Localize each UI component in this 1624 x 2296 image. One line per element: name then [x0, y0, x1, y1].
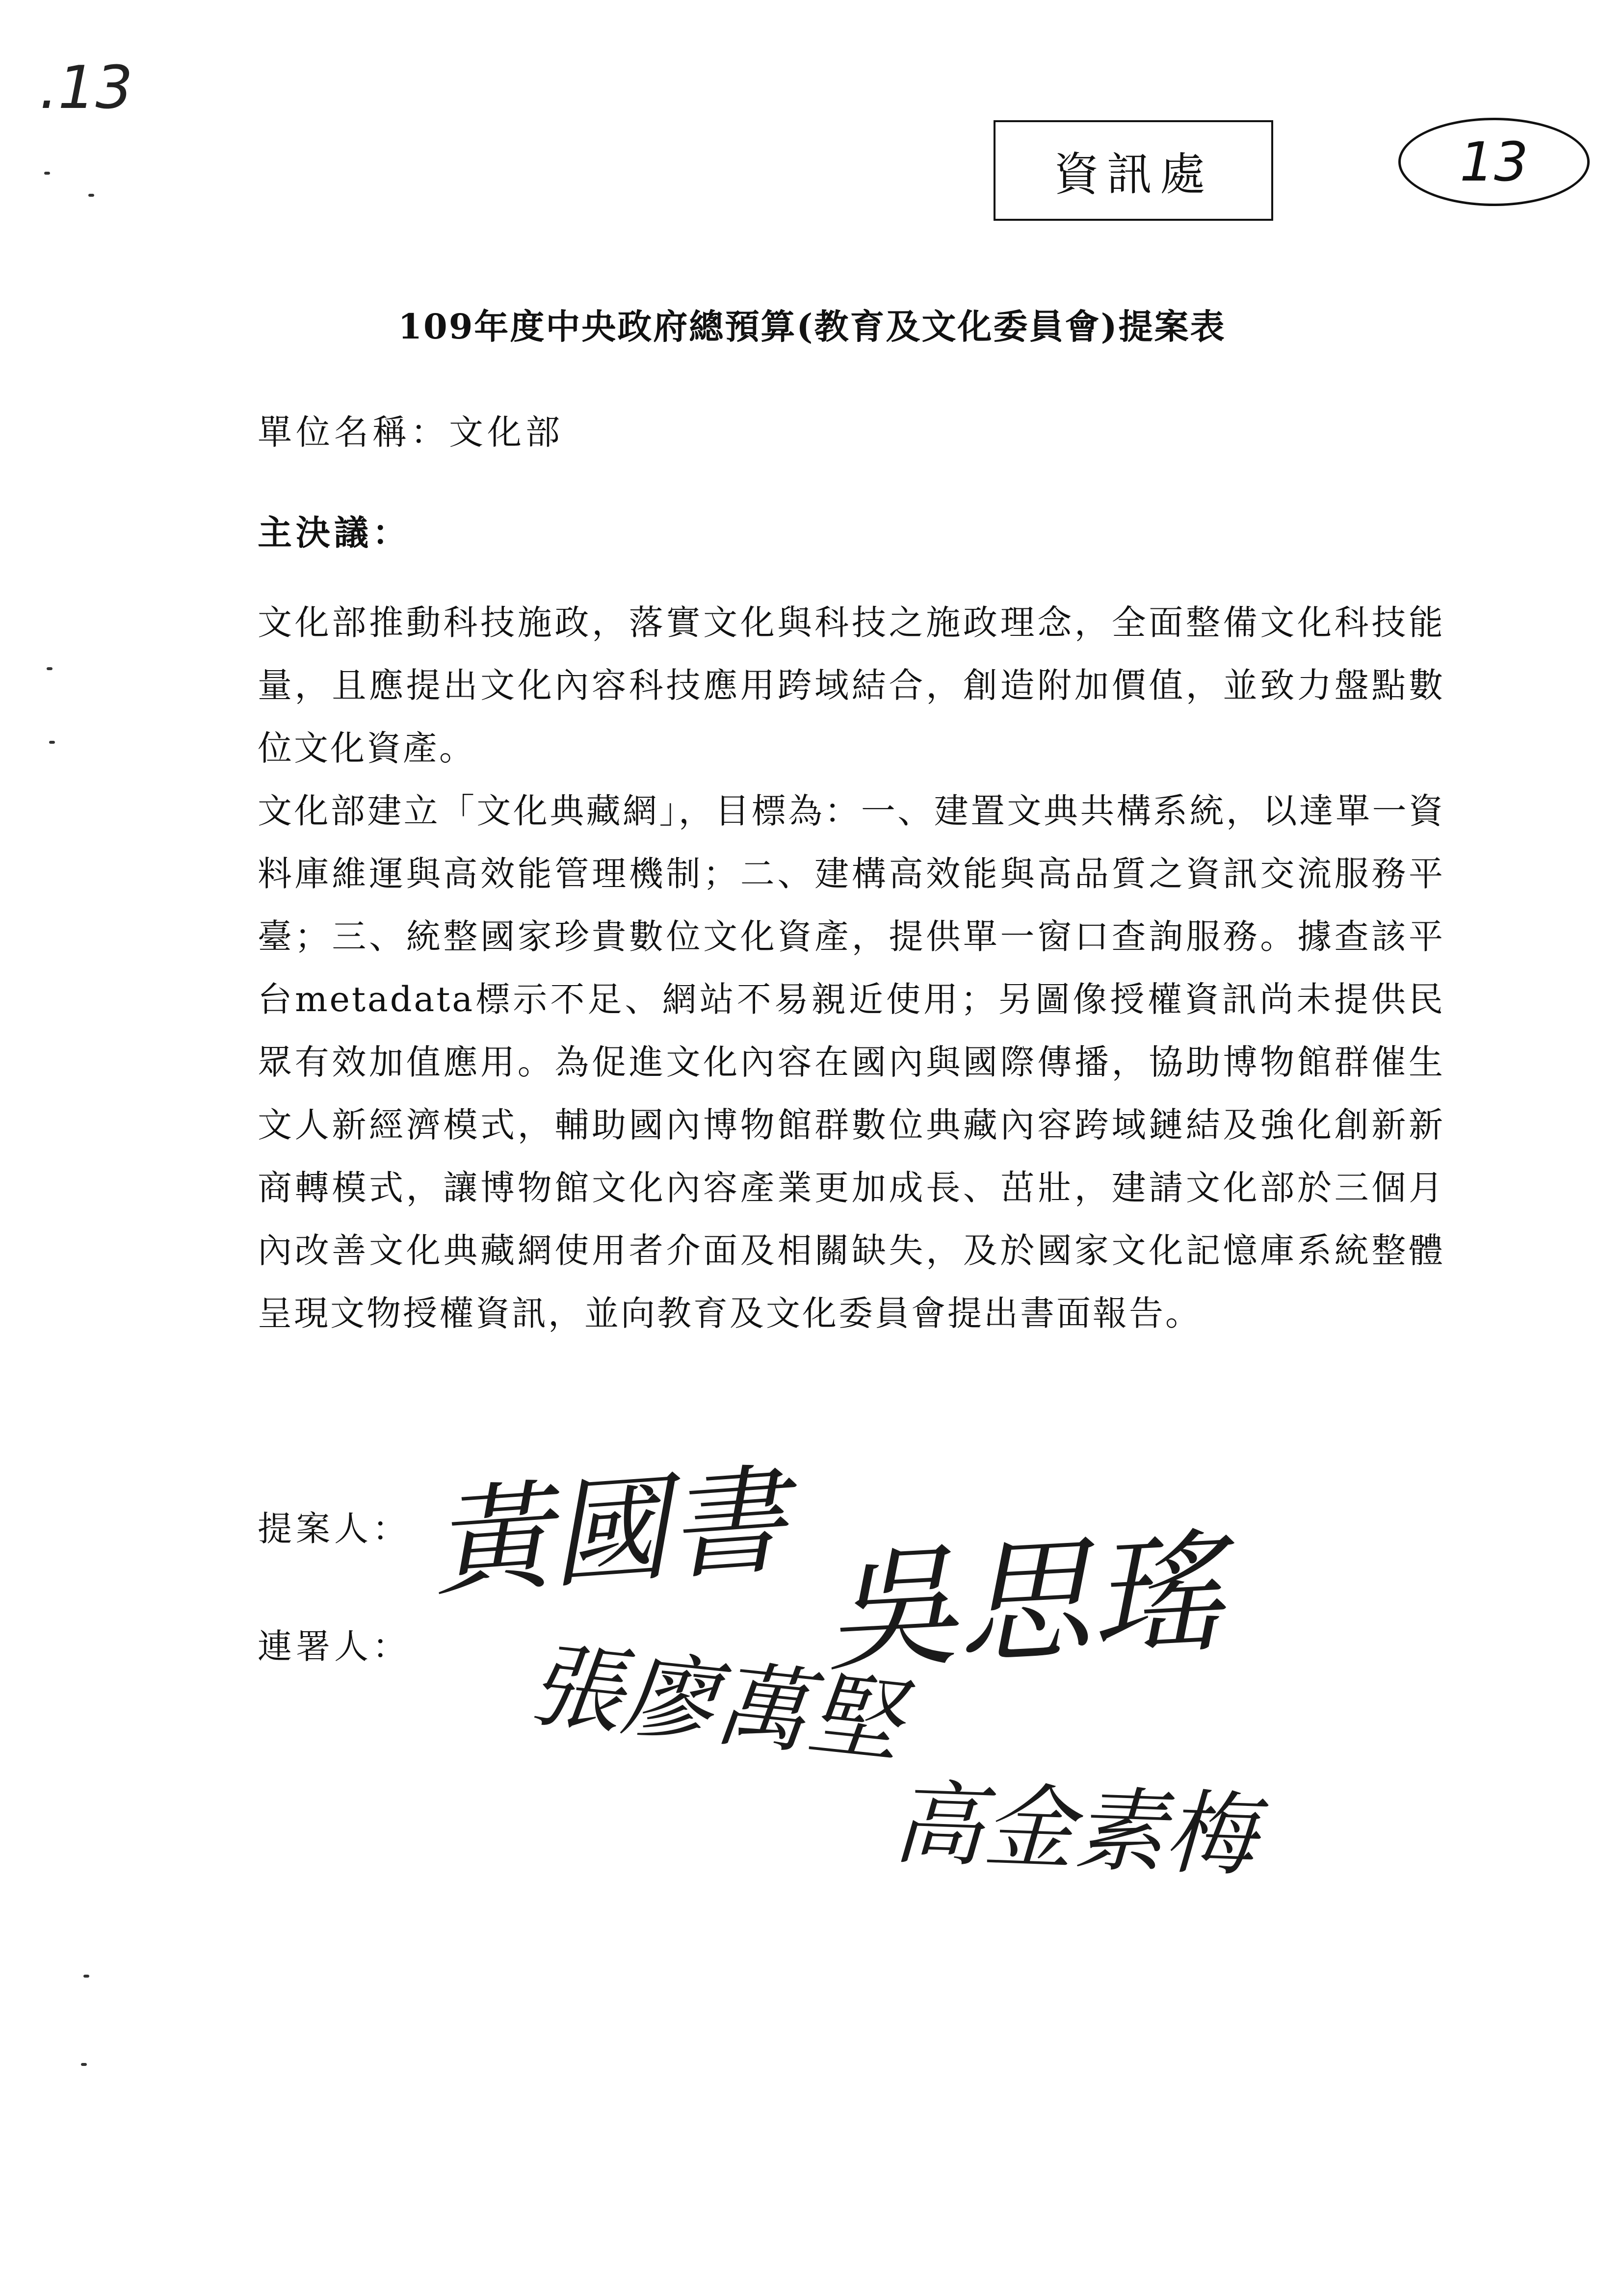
proposer-label: 提案人：	[258, 1509, 411, 1549]
unit-row	[258, 405, 564, 454]
cosigner-signature-3: 高金素梅	[891, 1770, 1257, 1889]
scan-speck	[44, 172, 50, 175]
resolution-paragraph-2: 文化部建立「文化典藏網」，目標為：一、建置文典共構系統，以達單一資料庫維運與高效能管理機制；二、建構高效能與高品質之資訊交流服務平臺；三、統整國家珍貴數位文化資產，提供單一窗口查詢服務。據查該平台metadata標示不足、網站不易親近使用；另圖像授權資訊尚未提供民眾有效加值應用。為促進文化內容在國內與國際傳播，協助博物館群催生文人新經濟模式，輔助國內博物館群數位典藏內容跨域鏈結及強化創新新商轉模式，讓博物館文化內容產業更加成長、茁壯，建請文化部於三個月內改善文化典藏網使用者介面及相關缺失，及於國家文化記憶庫系統整體呈現文物授權資訊，並向教育及文化委員會提出書面報告。	[258, 791, 1445, 1333]
scan-speck	[47, 667, 52, 670]
scan-speck	[49, 741, 55, 744]
cosigner-label: 連署人：	[258, 1626, 411, 1667]
page-title: 109年度中央政府總預算(教育及文化委員會)提案表	[398, 306, 1226, 347]
department-stamp-box	[994, 120, 1273, 221]
resolution-body	[258, 591, 1445, 1345]
cosigner-signature-1: 張廖萬堅	[524, 1630, 907, 1777]
resolution-paragraph-1: 文化部推動科技施政，落實文化與科技之施政理念，全面整備文化科技能量，且應提出文化內容科技應用跨域結合，創造附加價值，並致力盤點數位文化資產。	[258, 602, 1445, 768]
department-label: 資訊處	[1053, 148, 1213, 201]
scan-speck	[88, 194, 94, 197]
unit-value: 文化部	[449, 412, 564, 452]
unit-label: 單位名稱：	[258, 412, 449, 452]
resolution-heading: 主決議：	[258, 512, 411, 553]
handwritten-page-mark: .13	[39, 54, 133, 122]
proposal-number: 13	[1460, 130, 1528, 193]
cosigner-signature-2: 吳思瑤	[821, 1514, 1226, 1690]
proposer-signature: 黃國書	[428, 1451, 790, 1613]
scan-speck	[81, 2063, 87, 2066]
scan-speck	[83, 1975, 89, 1978]
circled-proposal-number	[1398, 118, 1590, 206]
